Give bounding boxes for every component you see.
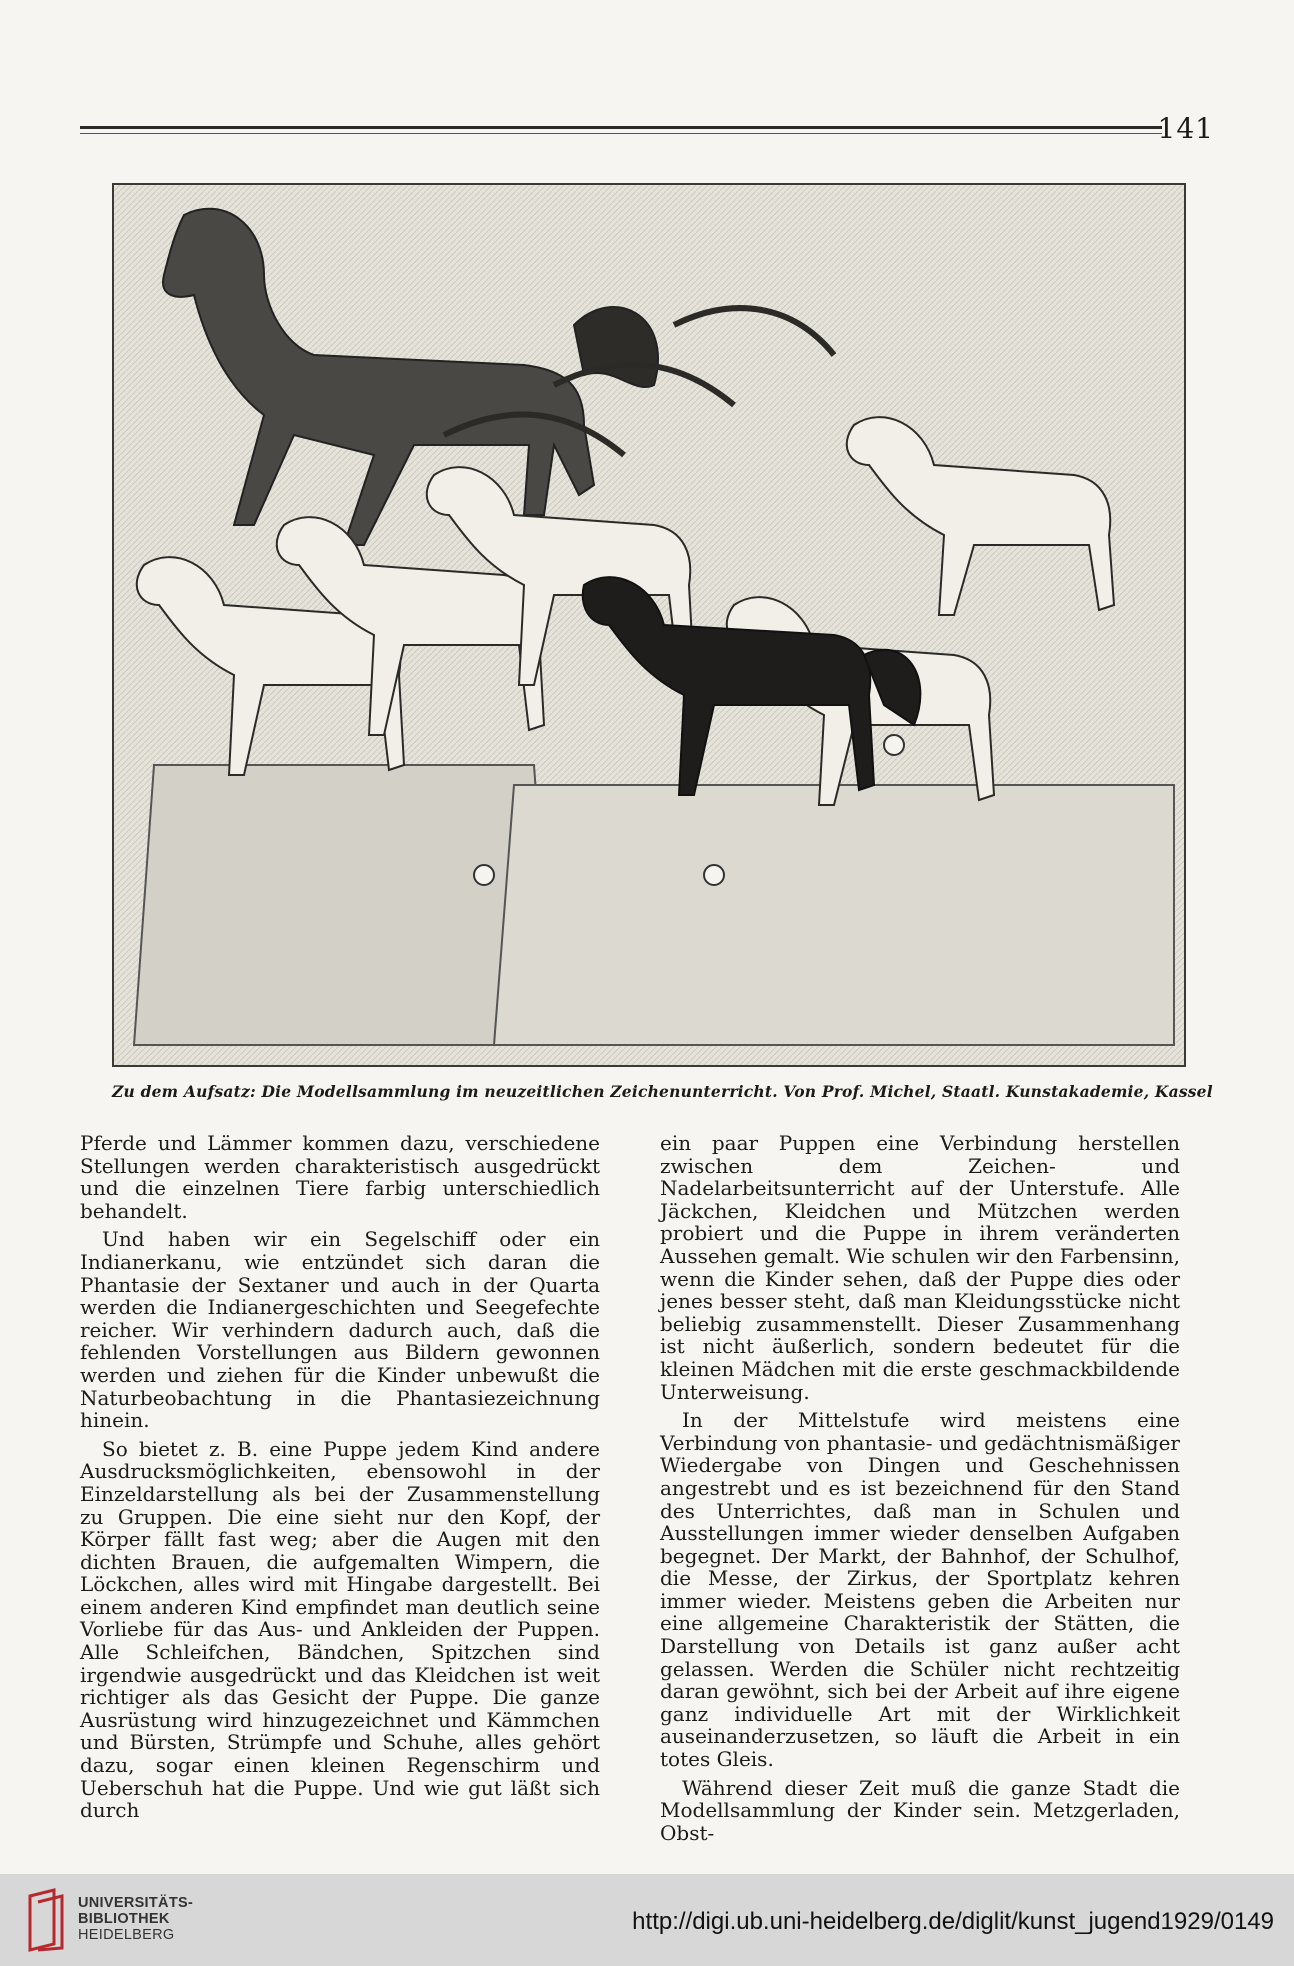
- paragraph: ein paar Puppen eine Verbindung herstellen zwischen dem Zeichen- und Nadelarbeitsunterricht auf der Unterstufe. Alle Jäckchen, Kleidchen und Mützchen werden probiert und die Puppe in ihrem veränderten Aussehen gemalt. Wie schulen wir den Farbensinn, wenn die Kinder sehen, daß der Puppe dies oder jenes besser steht, daß man Kleidungsstücke nicht beliebig zusammenstellt. Dieser Zusammenhang ist nicht äußerlich, sondern bedeutet für die kleinen Mädchen mit die erste geschmackbildende Unterweisung.: [660, 1131, 1180, 1404]
- source-url-link[interactable]: http://digi.ub.uni-heidelberg.de/diglit/kunst_jugend1929/0149: [632, 1908, 1274, 1935]
- paragraph: Pferde und Lämmer kommen dazu, verschiedene Stellungen werden charakteristisch ausgedrückt und die einzelnen Tiere farbig unterschiedlich behandelt.: [80, 1131, 600, 1223]
- library-name-line1: UNIVERSITÄTS-: [78, 1895, 194, 1911]
- figure-caption: Zu dem Aufsatz: Die Modellsammlung im neuzeitlichen Zeichenunterricht. Von Prof. Michel, Staatl. Kunstakademie, Kassel: [112, 1082, 1213, 1101]
- paragraph: In der Mittelstufe wird meistens eine Verbindung von phantasie- und gedächtnismäßiger Wiedergabe von Dingen und Geschehnissen angestrebt und es ist bezeichnend für den Stand des Unterrichtes, daß man in Schulen und Ausstellungen immer wieder denselben Aufgaben begegnet. Der Markt, der Bahnhof, der Schulhof, die Messe, der Zirkus, der Sportplatz kehren immer wieder. Meistens geben die Arbeiten nur eine allgemeine Charakteristik der Stätten, die Darstellung von Details ist ganz außer acht gelassen. Werden die Schüler nicht rechtzeitig daran gewöhnt, sich bei der Arbeit auf ihre eigene ganz individuelle Art mit der Wirklichkeit auseinanderzusetzen, so läuft die Arbeit in ein totes Gleis.: [660, 1408, 1180, 1772]
- university-library-logo-icon: [24, 1888, 68, 1952]
- text-column-right: [660, 1132, 1180, 1850]
- page-number: 141: [1157, 112, 1214, 145]
- library-name-line2: BIBLIOTHEK: [78, 1911, 170, 1927]
- paragraph: Und haben wir ein Segelschiff oder ein Indianerkanu, wie entzündet sich daran die Phantasie der Sextaner und auch in der Quarta werden die Indianergeschichten und Seegefechte reicher. Wir verhindern dadurch auch, daß die fehlenden Vorstellungen aus Bildern gewonnen werden und ziehen für die Kinder unbewußt die Naturbeobachtung in die Phantasiezeichnung hinein.: [80, 1227, 600, 1433]
- figure-image-toy-horses: [112, 183, 1186, 1067]
- paragraph: So bietet z. B. eine Puppe jedem Kind andere Ausdrucksmöglichkeiten, ebensowohl in der Einzeldarstellung als bei der Zusammenstellung zu Gruppen. Die eine sieht nur den Kopf, der Körper fällt fast weg; aber die Augen mit den dichten Brauen, die aufgemalten Wimpern, die Löckchen, alles wird mit Hingabe dargestellt. Bei einem anderen Kind empfindet man deutlich seine Vorliebe für das Aus- und Ankleiden der Puppen. Alle Schleifchen, Bändchen, Spitzchen sind irgendwie ausgedrückt und das Kleidchen ist weit richtiger als das Gesicht der Puppe. Die ganze Ausrüstung wird hinzugezeichnet und Kämmchen und Bürsten, Strümpfe und Schuhe, alles gehört dazu, sogar einen kleinen Regenschirm und Ueberschuh hat die Puppe. Und wie gut läßt sich durch: [80, 1436, 600, 1823]
- library-name-line3: HEIDELBERG: [78, 1927, 175, 1943]
- text-column-left: [80, 1132, 600, 1828]
- footer-bar: [0, 1874, 1294, 1966]
- header-rule: [80, 126, 1162, 134]
- library-name: [78, 1895, 193, 1943]
- toy-horses-illustration: [114, 185, 1184, 1065]
- paragraph: Während dieser Zeit muß die ganze Stadt die Modellsammlung der Kinder sein. Metzgerladen, Obst-: [660, 1775, 1180, 1845]
